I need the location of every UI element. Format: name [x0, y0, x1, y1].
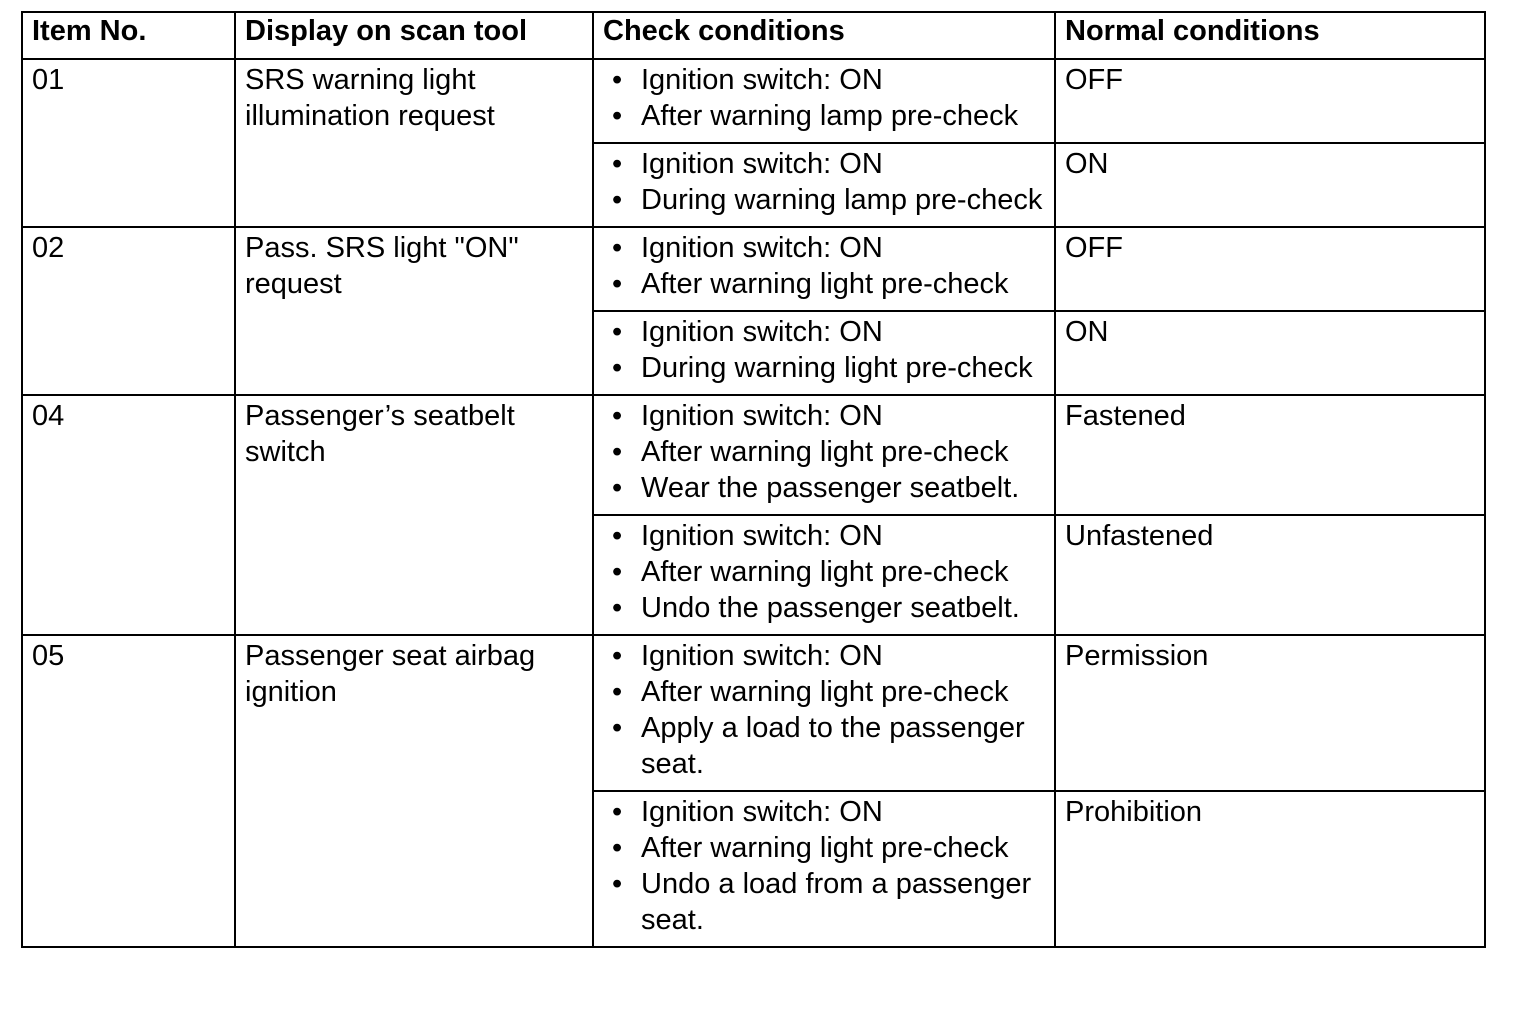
display-name-cell: Passenger’s seatbelt switch [235, 395, 593, 635]
normal-condition-cell: Prohibition [1055, 791, 1485, 947]
normal-condition-cell: Fastened [1055, 395, 1485, 515]
check-condition-item: • Ignition switch: ON [612, 638, 1046, 674]
normal-condition-cell: OFF [1055, 227, 1485, 311]
table-row [22, 395, 1485, 515]
check-conditions-cell [593, 59, 1055, 143]
check-conditions-list [612, 314, 1046, 386]
table-row [22, 227, 1485, 311]
check-conditions-list [612, 638, 1046, 782]
check-condition-item: • After warning lamp pre-check [612, 98, 1046, 134]
header-normal-conditions: Normal conditions [1055, 12, 1485, 59]
check-conditions-cell [593, 395, 1055, 515]
check-condition-item: • Apply a load to the passenger seat. [612, 710, 1046, 782]
item-number-cell: 02 [22, 227, 235, 395]
check-condition-item: • Ignition switch: ON [612, 230, 1046, 266]
normal-condition-cell: OFF [1055, 59, 1485, 143]
table-header-row [22, 12, 1485, 59]
display-name-cell: Passenger seat airbag ignition [235, 635, 593, 947]
check-condition-item: • Ignition switch: ON [612, 518, 1046, 554]
display-name-cell: SRS warning light illumination request [235, 59, 593, 227]
check-condition-item: • Ignition switch: ON [612, 398, 1046, 434]
header-check-conditions: Check conditions [593, 12, 1055, 59]
normal-condition-cell: ON [1055, 143, 1485, 227]
check-condition-item: • Ignition switch: ON [612, 794, 1046, 830]
scan-tool-data-table [21, 11, 1486, 948]
check-conditions-cell [593, 635, 1055, 791]
check-conditions-cell [593, 227, 1055, 311]
check-condition-item: • Undo the passenger seatbelt. [612, 590, 1046, 626]
table-body [22, 59, 1485, 947]
check-condition-item: • After warning light pre-check [612, 674, 1046, 710]
check-condition-item: • Wear the passenger seatbelt. [612, 470, 1046, 506]
table-row [22, 59, 1485, 143]
display-name-cell: Pass. SRS light "ON" request [235, 227, 593, 395]
check-condition-item: • Ignition switch: ON [612, 314, 1046, 350]
check-conditions-list [612, 230, 1046, 302]
check-condition-item: • During warning lamp pre-check [612, 182, 1046, 218]
check-conditions-cell [593, 515, 1055, 635]
normal-condition-cell: Permission [1055, 635, 1485, 791]
normal-condition-cell: ON [1055, 311, 1485, 395]
check-conditions-list [612, 794, 1046, 938]
header-item-no: Item No. [22, 12, 235, 59]
check-conditions-list [612, 146, 1046, 218]
check-condition-item: • During warning light pre-check [612, 350, 1046, 386]
check-condition-item: • After warning light pre-check [612, 266, 1046, 302]
header-display-on-scan-tool: Display on scan tool [235, 12, 593, 59]
check-conditions-list [612, 518, 1046, 626]
check-conditions-cell [593, 791, 1055, 947]
check-condition-item: • After warning light pre-check [612, 554, 1046, 590]
check-conditions-cell [593, 311, 1055, 395]
item-number-cell: 04 [22, 395, 235, 635]
check-condition-item: • After warning light pre-check [612, 830, 1046, 866]
check-conditions-list [612, 62, 1046, 134]
check-condition-item: • After warning light pre-check [612, 434, 1046, 470]
check-condition-item: • Ignition switch: ON [612, 146, 1046, 182]
item-number-cell: 01 [22, 59, 235, 227]
check-conditions-cell [593, 143, 1055, 227]
item-number-cell: 05 [22, 635, 235, 947]
table-row [22, 635, 1485, 791]
check-conditions-list [612, 398, 1046, 506]
check-condition-item: • Undo a load from a passenger seat. [612, 866, 1046, 938]
check-condition-item: • Ignition switch: ON [612, 62, 1046, 98]
normal-condition-cell: Unfastened [1055, 515, 1485, 635]
